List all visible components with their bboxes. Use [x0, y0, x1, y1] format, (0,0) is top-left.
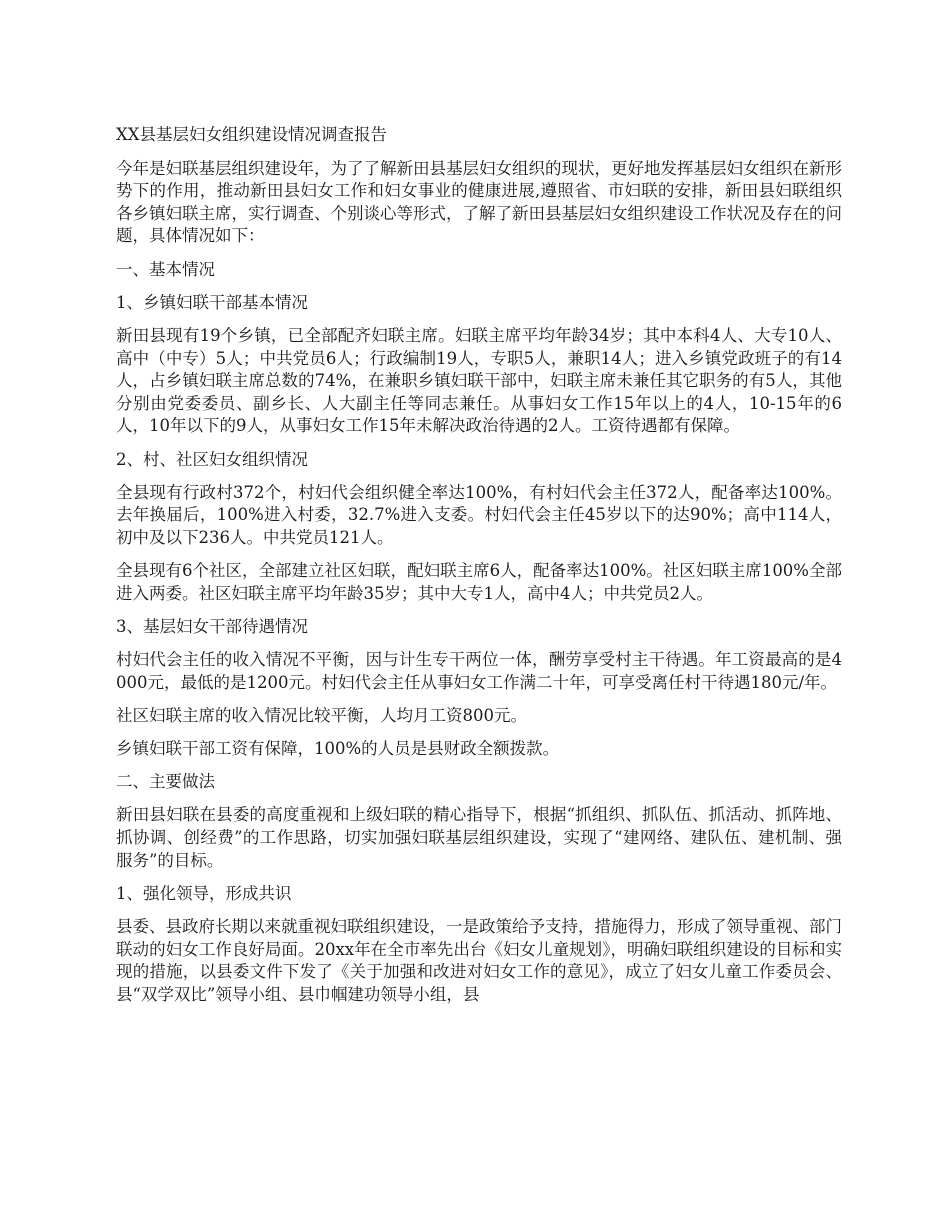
subsection-heading-village-community: 2、村、社区妇女组织情况 [116, 449, 308, 469]
subsection-heading-cadre-treatment: 3、基层妇女干部待遇情况 [116, 616, 308, 636]
paragraph-villages: 全县现有行政村372个，村妇代会组织健全率达100%，有村妇代会主任372人，配备率达100%。去年换届后，100%进入村委，32.7%进入支委。村妇代会主任45岁以下的达90%；高中114人，初中及以下236人。中共党员121人。 [116, 482, 842, 547]
intro-paragraph: 今年是妇联基层组织建设年，为了了解新田县基层妇女组织的现状，更好地发挥基层妇女组织在新形势下的作用，推动新田县妇女工作和妇女事业的健康进展,遵照省、市妇联的安排，新田县妇联组织各乡镇妇联主席，实行调查、个别谈心等形式，了解了新田县基层妇女组织建设工作状况及存在的问题，具体情况如下： [116, 158, 842, 246]
subsection-heading-leadership: 1、强化领导，形成共识 [116, 883, 292, 903]
paragraph-township-cadres: 新田县现有19个乡镇，已全部配齐妇联主席。妇联主席平均年龄34岁；其中本科4人、大专10人、高中（中专）5人；中共党员6人；行政编制19人，专职5人，兼职14人；进入乡镇党政班子的有14人，占乡镇妇联主席总数的74%，在兼职乡镇妇联干部中，妇联主席未兼任其它职务的有5人，其他分别由党委委员、副乡长、人大副主任等同志兼任。从事妇女工作15年以上的4人，10-15年的6人，10年以下的9人，从事妇女工作15年未解决政治待遇的2人。工资待遇都有保障。 [116, 325, 842, 436]
paragraph-village-income: 村妇代会主任的收入情况不平衡，因与计生专干两位一体，酬劳享受村主干待遇。年工资最高的是4000元，最低的是1200元。村妇代会主任从事妇女工作满二十年，可享受离任村干待遇180元/年。 [116, 650, 842, 692]
subsection-heading-township-cadres: 1、乡镇妇联干部基本情况 [116, 292, 308, 312]
paragraph-township-salary: 乡镇妇联干部工资有保障，100%的人员是县财政全额拨款。 [116, 739, 560, 758]
paragraph-practices-intro: 新田县妇联在县委的高度重视和上级妇联的精心指导下，根据“抓组织、抓队伍、抓活动、抓阵地、抓协调、创经费”的工作思路，切实加强妇联基层组织建设，实现了“建网络、建队伍、建机制、强服务”的目标。 [116, 805, 842, 870]
section-heading-basic-situation: 一、基本情况 [116, 259, 215, 279]
paragraph-community-income: 社区妇联主席的收入情况比较平衡，人均月工资800元。 [116, 705, 527, 725]
section-heading-main-practices: 二、主要做法 [116, 772, 215, 792]
document-title: XX县基层妇女组织建设情况调查报告 [116, 125, 387, 144]
document-page [116, 124, 842, 1017]
paragraph-leadership: 县委、县政府长期以来就重视妇联组织建设，一是政策给予支持，措施得力，形成了领导重视、部门联动的妇女工作良好局面。20xx年在全市率先出台《妇女儿童规划》，明确妇联组织建设的目标和实现的措施，以县委文件下发了《关于加强和改进对妇女工作的意见》，成立了妇女儿童工作委员会、县“双学双比”领导小组、县巾帼建功领导小组，县 [116, 916, 842, 1004]
paragraph-communities: 全县现有6个社区，全部建立社区妇联，配妇联主席6人，配备率达100%。社区妇联主席100%全部进入两委。社区妇联主席平均年龄35岁；其中大专1人，高中4人；中共党员2人。 [116, 561, 842, 603]
